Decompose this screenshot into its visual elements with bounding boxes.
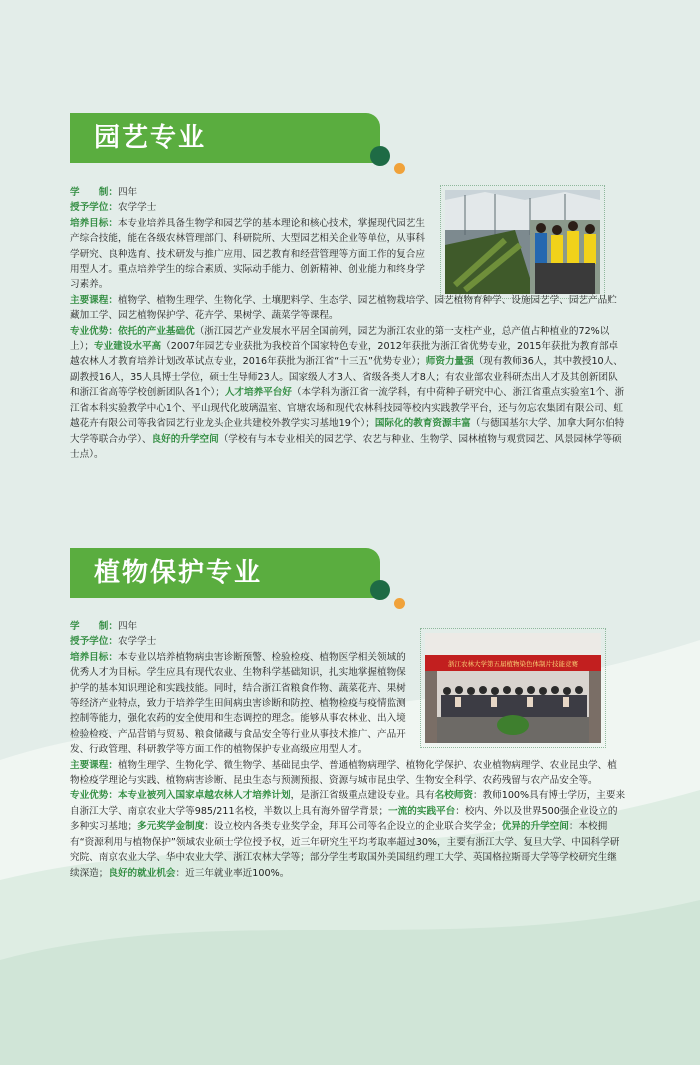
decor-dot-green [370, 580, 390, 600]
courses-text: 植物学、植物生理学、生物化学、土壤肥料学、生态学、园艺植物栽培学、园艺植物育种学、设施园艺学、园艺产品贮藏加工学、园艺植物保护学、花卉学、果树学、蔬菜学等课程。 [70, 294, 617, 322]
degree-value: 农学学士 [117, 202, 157, 214]
degree-label: 授予学位： [70, 636, 118, 648]
goal-label: 培养目标： [70, 217, 118, 229]
event-banner-text: 浙江农林大学第五届植物染色体制片技能竞赛 [448, 660, 578, 668]
advantage-text: ：近三年就业率近100%。 [175, 867, 290, 879]
advantage-text: ：教师100%具有博士学历，主要来自浙江大学、南京农业大学等985/211名校，半数以上具有海外留学背景； [70, 790, 626, 817]
advantage-heading: 国际化的教育资源丰富 [374, 418, 471, 430]
goal-text: 本专业以培养植物病虫害诊断预警、检验检疫、植物医学相关领域的优秀人才为目标。学生应具有现代农业、生物科学基础知识，扎实地掌握植物保护学的基本知识理论和实践技能。同时，结合浙江省粮食作物、蔬菜花卉、果树等经济产业特点，致力于培养学生田间病虫害诊断和防控、植物检疫与疫情监测控制等能力，强化农药的安全使用和生态调控的理念。能够从事农林业、出入境检验检疫、产品营销与贸易、粮食储藏与食品安全等行业从事技术推广、产品开发、行政管理、科研教学等方面工作的植物保护专业高级应用型人才。 [70, 651, 406, 756]
advantage-heading: 多元奖学金制度 [137, 821, 205, 833]
courses-label: 主要课程： [70, 759, 118, 771]
advantages-row [70, 788, 626, 880]
advantage-text: ：校内、外以及世界500强企业设立的多种实习基地； [70, 805, 618, 833]
advantage-heading: 专业建设水平高 [93, 341, 162, 353]
advantage-text: ：设立校内各类专业奖学金，拜耳公司等名企设立的企业联合奖学金； [204, 821, 502, 833]
section-title: 植物保护专业 [94, 558, 263, 588]
advantage-text: （本学科为浙江省一流学科，有中荷种子研究中心、浙江省重点实验室1个、浙江省本科实验教学中心1个、平山现代化玻璃温室、官塘农场和现代农林科技园等校内实践教学平台，还与勿忘农集团有限公司、虹越花卉有限公司等我省园艺行业龙头企业共建校外教学实习基地19个）； [70, 387, 625, 430]
degree-label: 授予学位： [70, 202, 118, 214]
advantage-heading: 良好的就业机会 [108, 867, 176, 879]
advantage-heading: 依托的产业基础优 [117, 325, 195, 337]
advantage-heading: 良好的升学空间 [151, 433, 219, 445]
advantage-heading: 优异的升学空间 [501, 821, 569, 833]
duration-label: 学 制： [70, 187, 118, 198]
section-title: 园艺专业 [94, 123, 207, 153]
courses-label: 主要课程： [70, 294, 118, 306]
advantage-text: （2007年园艺专业获批为我校首个国家特色专业，2012年获批为浙江省优势专业，2015年获批为教育部卓越农林人才教育培养计划改革试点专业，2016年获批为浙江省“十三五”优势专业）； [70, 341, 619, 368]
advantage-text: （与德国基尔大学、加拿大阿尔伯特大学等联合办学）、 [70, 418, 625, 445]
goal-row [70, 650, 410, 758]
goal-text: 本专业培养具备生物学和园艺学的基本理论和核心技术，掌握现代园艺生产综合技能，能在各级农林管理部门、科研院所、大型园艺相关企业等单位，从事科学研究、良种选育、技术研发与推广应用、园艺教育和经营管理等方面工作的复合应用型人才。重点培养学生的综合素质、实际动手能力、创新精神、创业能力和终身学习素养。 [70, 217, 425, 291]
advantages-label: 专业优势： [70, 790, 118, 802]
advantages-label: 专业优势： [70, 325, 118, 337]
advantage-text: （浙江园艺产业发展水平居全国前列，园艺为浙江农业的第一支柱产业，总产值占种植业的72%以上）； [70, 325, 610, 353]
advantage-heading: 人才培养平台好 [224, 387, 292, 399]
courses-text: 植物生理学、生物化学、微生物学、基础昆虫学、普通植物病理学、植物化学保护、农业植物病理学、农业昆虫学、植物检疫学理论与实践、植物病害诊断、昆虫生态与预测预报、资源与城市昆虫学、生物安全科学、农药残留与农产品安全等。 [70, 759, 617, 787]
section-title-banner [70, 548, 380, 598]
degree-value: 农学学士 [117, 636, 157, 648]
advantage-heading: 本专业被列入国家卓越农林人才培养计划 [117, 790, 291, 802]
duration-value: 四年 [117, 187, 138, 198]
degree-row [70, 634, 626, 649]
advantage-text: （现有教师36人，其中教授10人、副教授16人，35人具博士学位，硕士生导师23人。国家级人才3人、省级各类人才8人；有农业部农业科研杰出人才及其创新团队和浙江省高等学校创新团队各1个）； [70, 356, 623, 399]
advantage-text: ：本校拥有“资源利用与植物保护”领域农业硕士学位授予权，近三年研究生平均考取率超过30%，主要有浙江大学、复旦大学、中国科学研究院、南京农业大学、华中农业大学、浙江农林大学等；部分学生考取国外美国纽约理工大学、英国格拉斯哥大学等学校研究生继续深造； [70, 821, 620, 879]
courses-row [70, 758, 626, 789]
duration-row [70, 619, 626, 634]
goal-label: 培养目标： [70, 651, 118, 663]
advantage-text: ，是浙江省级重点建设专业。具有 [290, 790, 435, 802]
advantage-heading: 师资力量强 [425, 356, 474, 368]
advantage-heading: 名校师资 [434, 790, 473, 802]
decor-dot-orange [394, 598, 405, 609]
duration-value: 四年 [117, 621, 138, 632]
duration-label: 学 制： [70, 621, 118, 632]
advantage-heading: 一流的实践平台 [388, 805, 456, 817]
section-body [70, 619, 626, 881]
advantage-text: （学校有与本专业相关的园艺学、农艺与种业、生物学、园林植物与观赏园艺、风景园林学等硕士点）。 [70, 433, 622, 460]
